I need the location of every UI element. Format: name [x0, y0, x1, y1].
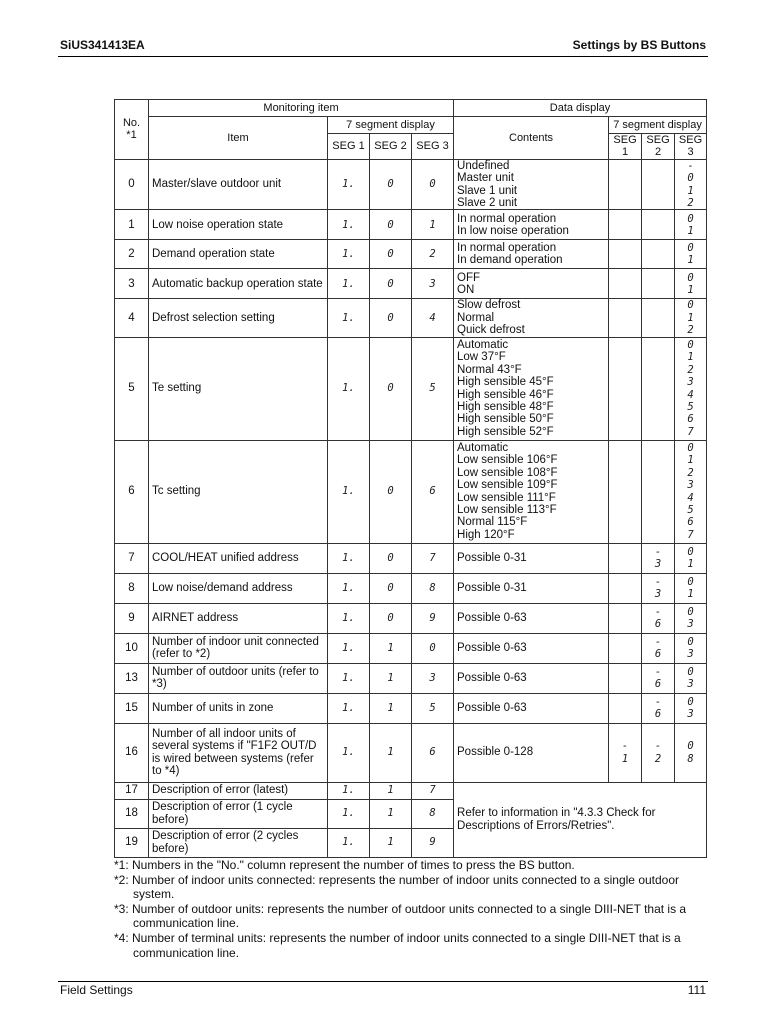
item-name: Description of error (latest) — [149, 782, 328, 799]
contents-line: Slow defrost — [457, 299, 521, 312]
data-seg1-cell — [609, 210, 642, 240]
seg3-value: 0 — [412, 633, 454, 663]
seg-digit: 1 — [687, 558, 694, 571]
contents-line: High 120°F — [457, 528, 515, 541]
data-seg2-cell — [642, 240, 675, 269]
contents-line: Undefined — [457, 159, 510, 172]
contents-cell — [454, 693, 609, 723]
seg-digit: 3 — [687, 708, 694, 721]
data-seg2-cell — [642, 543, 675, 573]
row-number: 17 — [115, 782, 149, 799]
table-row — [115, 269, 707, 299]
seg1-value: 1. — [328, 337, 370, 440]
footer-rule — [58, 981, 708, 982]
seg2-value: 0 — [370, 159, 412, 210]
seg3-value: 7 — [412, 543, 454, 573]
seg1-value: 1. — [328, 543, 370, 573]
row-number: 8 — [115, 573, 149, 603]
seg-digit: 2 — [687, 466, 694, 479]
seg3-value: 2 — [412, 240, 454, 269]
seg1-value: 1. — [328, 159, 370, 210]
data-seg3-cell — [675, 573, 707, 603]
seg1-value: 1. — [328, 693, 370, 723]
seg-digit: 0 — [687, 212, 694, 225]
data-seg2-cell — [642, 573, 675, 603]
item-name: Demand operation state — [149, 240, 328, 269]
seg-digit: 1 — [687, 283, 694, 296]
header-seg3: SEG 3 — [412, 134, 454, 160]
seg-digit: 3 — [687, 376, 694, 389]
seg2-value: 0 — [370, 210, 412, 240]
contents-line: In normal operation — [457, 242, 557, 255]
data-seg1-cell — [609, 633, 642, 663]
row-number: 18 — [115, 799, 149, 828]
row-number: 4 — [115, 299, 149, 337]
row-number: 1 — [115, 210, 149, 240]
seg2-value: 1 — [370, 633, 412, 663]
seg-digit: 1 — [621, 752, 629, 765]
data-seg1-cell — [609, 573, 642, 603]
seg2-value: 1 — [370, 799, 412, 828]
item-name: Number of outdoor units (refer to *3) — [149, 663, 328, 693]
contents-line: High sensible 52°F — [457, 425, 554, 438]
contents-cell — [454, 240, 609, 269]
data-seg1-cell — [609, 299, 642, 337]
contents-cell — [454, 633, 609, 663]
contents-line: Slave 1 unit — [457, 184, 518, 197]
seg2-value: 0 — [370, 573, 412, 603]
contents-line: Master unit — [457, 172, 514, 185]
footnote-1: *1: Numbers in the "No." column represent the number of times to press the BS button. — [114, 858, 575, 872]
seg-digit: 1 — [687, 454, 694, 467]
contents-line: Automatic — [457, 339, 509, 352]
contents-cell — [454, 337, 609, 440]
table-row — [115, 159, 707, 210]
data-seg3-cell — [675, 210, 707, 240]
table-row — [115, 693, 707, 723]
seg3-value: 9 — [412, 603, 454, 633]
seg-digit: - — [621, 740, 629, 753]
seg1-value: 1. — [328, 799, 370, 828]
table-row — [115, 782, 707, 799]
contents-line: Possible 0-63 — [457, 641, 527, 654]
seg2-value: 1 — [370, 782, 412, 799]
item-name: AIRNET address — [149, 603, 328, 633]
contents-line: Possible 0-31 — [457, 581, 527, 594]
contents-line: Possible 0-63 — [457, 611, 527, 624]
error-reference: Refer to information in "4.3.3 Check for Descriptions of Errors/Retries". — [454, 782, 707, 857]
footer-section: Field Settings — [60, 983, 133, 997]
item-name: Low noise operation state — [149, 210, 328, 240]
seg2-value: 1 — [370, 693, 412, 723]
seg3-value: 7 — [412, 782, 454, 799]
seg2-value: 0 — [370, 240, 412, 269]
data-seg3-cell — [675, 633, 707, 663]
data-seg3-cell — [675, 337, 707, 440]
row-number: 6 — [115, 440, 149, 543]
seg1-value: 1. — [328, 782, 370, 799]
seg-digit: 6 — [687, 516, 694, 529]
seg3-value: 4 — [412, 299, 454, 337]
seg3-value: 8 — [412, 573, 454, 603]
contents-line: Possible 0-128 — [457, 746, 534, 759]
seg-digit: - — [687, 159, 694, 172]
seg-digit: 4 — [687, 388, 694, 401]
contents-line: High sensible 46°F — [457, 388, 554, 401]
monitoring-table — [114, 99, 707, 858]
seg-digit: 6 — [654, 678, 662, 691]
seg-digit: 0 — [687, 299, 694, 312]
item-name: Te setting — [149, 337, 328, 440]
table-row — [115, 440, 707, 543]
seg-digit: 2 — [687, 324, 694, 337]
seg-digit: 0 — [687, 695, 694, 708]
contents-cell — [454, 723, 609, 782]
seg-digit: 2 — [687, 363, 694, 376]
seg-digit: 1 — [687, 184, 694, 197]
seg2-value: 0 — [370, 337, 412, 440]
seg2-value: 0 — [370, 603, 412, 633]
seg1-value: 1. — [328, 210, 370, 240]
data-seg3-cell — [675, 663, 707, 693]
table-row — [115, 573, 707, 603]
seg-digit: 3 — [687, 678, 694, 691]
item-name: Defrost selection setting — [149, 299, 328, 337]
seg-digit: 0 — [687, 740, 694, 753]
seg1-value: 1. — [328, 828, 370, 857]
seg1-value: 1. — [328, 663, 370, 693]
seg-digit: - — [654, 635, 662, 648]
seg-digit: 0 — [687, 635, 694, 648]
page-number: 111 — [687, 983, 706, 997]
row-number: 15 — [115, 693, 149, 723]
seg3-value: 8 — [412, 799, 454, 828]
data-seg1-cell — [609, 159, 642, 210]
header-monitoring-item: Monitoring item — [149, 100, 454, 117]
contents-line: Slave 2 unit — [457, 197, 518, 210]
data-seg2-cell — [642, 663, 675, 693]
data-seg2-cell — [642, 693, 675, 723]
contents-cell — [454, 159, 609, 210]
contents-cell — [454, 573, 609, 603]
contents-line: Quick defrost — [457, 324, 525, 337]
seg3-value: 9 — [412, 828, 454, 857]
seg-digit: 5 — [687, 401, 694, 414]
contents-cell — [454, 663, 609, 693]
header-seg1-data: SEG 1 — [609, 134, 642, 160]
item-name: Master/slave outdoor unit — [149, 159, 328, 210]
table-row — [115, 299, 707, 337]
seg-digit: 0 — [687, 339, 694, 352]
row-number: 9 — [115, 603, 149, 633]
seg-digit: 3 — [687, 618, 694, 631]
item-name: Number of all indoor units of several systems if "F1F2 OUT/D is wired between systems (refer to *4) — [149, 723, 328, 782]
header-item: Item — [149, 117, 328, 160]
data-seg3-cell — [675, 159, 707, 210]
footnote-3: *3: Number of outdoor units: represents the number of outdoor units connected to a single DIII-NET that is a communication line. — [114, 901, 687, 931]
seg2-value: 1 — [370, 828, 412, 857]
seg3-value: 0 — [412, 159, 454, 210]
row-number: 16 — [115, 723, 149, 782]
data-seg1-cell — [609, 693, 642, 723]
seg-digit: 3 — [654, 558, 662, 571]
table-row — [115, 210, 707, 240]
table-row — [115, 543, 707, 573]
seg3-value: 3 — [412, 663, 454, 693]
item-name: Number of indoor unit connected (refer to *2) — [149, 633, 328, 663]
contents-cell — [454, 603, 609, 633]
seg3-value: 3 — [412, 269, 454, 299]
seg2-value: 0 — [370, 299, 412, 337]
seg-digit: 0 — [687, 271, 694, 284]
data-seg2-cell — [642, 299, 675, 337]
header-seg1: SEG 1 — [328, 134, 370, 160]
row-number: 5 — [115, 337, 149, 440]
table-row — [115, 337, 707, 440]
contents-line: Normal 115°F — [457, 516, 528, 529]
seg2-value: 0 — [370, 440, 412, 543]
data-seg1-cell — [609, 440, 642, 543]
seg-digit: 3 — [687, 648, 694, 661]
contents-line: ON — [457, 283, 475, 296]
row-number: 19 — [115, 828, 149, 857]
seg-digit: 6 — [654, 648, 662, 661]
seg-digit: 0 — [687, 242, 694, 255]
seg3-value: 5 — [412, 337, 454, 440]
data-seg1-cell — [609, 543, 642, 573]
seg1-value: 1. — [328, 240, 370, 269]
seg-digit: 6 — [654, 708, 662, 721]
data-seg3-cell — [675, 269, 707, 299]
data-seg2-cell — [642, 633, 675, 663]
data-seg1-cell — [609, 337, 642, 440]
seg-digit: 3 — [654, 588, 662, 601]
seg-digit: 0 — [687, 172, 694, 185]
contents-line: Low 37°F — [457, 351, 506, 364]
seg-digit: 6 — [654, 618, 662, 631]
contents-line: In low noise operation — [457, 224, 569, 237]
seg-digit: 4 — [687, 491, 694, 504]
table-row — [115, 663, 707, 693]
header-seg2-data: SEG 2 — [642, 134, 675, 160]
data-seg2-cell — [642, 723, 675, 782]
seg-digit: 6 — [687, 413, 694, 426]
item-name: COOL/HEAT unified address — [149, 543, 328, 573]
item-name: Description of error (1 cycle before) — [149, 799, 328, 828]
seg-digit: - — [654, 695, 662, 708]
seg1-value: 1. — [328, 440, 370, 543]
data-seg3-cell — [675, 723, 707, 782]
seg2-value: 1 — [370, 663, 412, 693]
contents-line: In demand operation — [457, 254, 563, 267]
item-name: Description of error (2 cycles before) — [149, 828, 328, 857]
contents-line: Low sensible 108°F — [457, 466, 558, 479]
contents-line: Low sensible 109°F — [457, 479, 558, 492]
seg2-value: 1 — [370, 723, 412, 782]
data-seg2-cell — [642, 337, 675, 440]
table-row — [115, 723, 707, 782]
item-name: Tc setting — [149, 440, 328, 543]
table-row — [115, 240, 707, 269]
contents-line: Low sensible 106°F — [457, 454, 558, 467]
data-seg1-cell — [609, 663, 642, 693]
row-number: 10 — [115, 633, 149, 663]
data-seg3-cell — [675, 440, 707, 543]
contents-cell — [454, 543, 609, 573]
item-name: Number of units in zone — [149, 693, 328, 723]
seg-digit: 8 — [687, 752, 694, 765]
contents-line: Low sensible 113°F — [457, 504, 557, 517]
seg-digit: 0 — [687, 575, 694, 588]
seg3-value: 1 — [412, 210, 454, 240]
header-7seg-data: 7 segment display — [609, 117, 707, 134]
data-seg2-cell — [642, 440, 675, 543]
seg1-value: 1. — [328, 723, 370, 782]
seg-digit: - — [654, 740, 662, 753]
data-seg3-cell — [675, 543, 707, 573]
seg1-value: 1. — [328, 633, 370, 663]
seg-digit: 0 — [687, 442, 694, 455]
header-contents: Contents — [454, 117, 609, 160]
seg1-value: 1. — [328, 603, 370, 633]
data-seg1-cell — [609, 603, 642, 633]
seg3-value: 5 — [412, 693, 454, 723]
data-seg3-cell — [675, 240, 707, 269]
contents-line: High sensible 48°F — [457, 401, 554, 414]
data-seg3-cell — [675, 299, 707, 337]
section-title: Settings by BS Buttons — [572, 38, 706, 52]
contents-line: Possible 0-31 — [457, 551, 527, 564]
contents-line: Normal — [457, 311, 495, 324]
contents-cell — [454, 299, 609, 337]
data-seg1-cell — [609, 269, 642, 299]
seg2-value: 0 — [370, 269, 412, 299]
header-rule — [58, 56, 708, 57]
contents-line: Normal 43°F — [457, 363, 522, 376]
seg1-value: 1. — [328, 299, 370, 337]
seg-digit: 5 — [687, 504, 694, 517]
data-seg3-cell — [675, 693, 707, 723]
seg-digit: 2 — [654, 752, 662, 765]
seg-digit: 0 — [687, 545, 694, 558]
header-7seg: 7 segment display — [328, 117, 454, 134]
contents-line: Possible 0-63 — [457, 671, 527, 684]
contents-line: High sensible 50°F — [457, 413, 554, 426]
seg-digit: - — [654, 605, 662, 618]
seg-digit: 1 — [687, 588, 694, 601]
contents-line: Possible 0-63 — [457, 701, 527, 714]
data-seg2-cell — [642, 603, 675, 633]
header-seg3-data: SEG 3 — [675, 134, 707, 160]
contents-cell — [454, 210, 609, 240]
data-seg2-cell — [642, 210, 675, 240]
contents-line: High sensible 45°F — [457, 376, 554, 389]
header-no: No. *1 — [115, 100, 149, 160]
seg-digit: - — [654, 545, 662, 558]
data-seg2-cell — [642, 269, 675, 299]
contents-line: Low sensible 111°F — [457, 491, 556, 504]
seg-digit: 7 — [687, 425, 694, 438]
footnote-4: *4: Number of terminal units: represents the number of indoor units connected to a single DIII-NET that is a communication line. — [114, 930, 681, 960]
seg-digit: 3 — [687, 479, 694, 492]
seg-digit: 0 — [687, 665, 694, 678]
table-row — [115, 633, 707, 663]
seg-digit: 1 — [687, 224, 694, 237]
contents-cell — [454, 269, 609, 299]
seg-digit: 7 — [687, 528, 694, 541]
data-seg2-cell — [642, 159, 675, 210]
seg3-value: 6 — [412, 440, 454, 543]
header-data-display: Data display — [454, 100, 707, 117]
seg1-value: 1. — [328, 269, 370, 299]
item-name: Low noise/demand address — [149, 573, 328, 603]
contents-line: Automatic — [457, 442, 509, 455]
footnotes — [114, 858, 714, 960]
data-seg1-cell — [609, 240, 642, 269]
item-name: Automatic backup operation state — [149, 269, 328, 299]
seg1-value: 1. — [328, 573, 370, 603]
contents-line: In normal operation — [457, 212, 557, 225]
data-seg1-cell — [609, 723, 642, 782]
contents-line: OFF — [457, 271, 481, 284]
row-number: 3 — [115, 269, 149, 299]
row-number: 7 — [115, 543, 149, 573]
seg-digit: - — [654, 575, 662, 588]
seg2-value: 0 — [370, 543, 412, 573]
seg-digit: - — [654, 665, 662, 678]
table-row — [115, 603, 707, 633]
contents-cell — [454, 440, 609, 543]
seg-digit: 2 — [687, 197, 694, 210]
seg-digit: 1 — [687, 254, 694, 267]
seg-digit: 1 — [687, 311, 694, 324]
row-number: 0 — [115, 159, 149, 210]
row-number: 13 — [115, 663, 149, 693]
footnote-2: *2: Number of indoor units connected: represents the number of indoor units connected to a single outdoor system. — [114, 872, 680, 902]
seg-digit: 0 — [687, 605, 694, 618]
header-seg2: SEG 2 — [370, 134, 412, 160]
document-id: SiUS341413EA — [60, 38, 145, 52]
seg3-value: 6 — [412, 723, 454, 782]
data-seg3-cell — [675, 603, 707, 633]
row-number: 2 — [115, 240, 149, 269]
seg-digit: 1 — [687, 351, 694, 364]
